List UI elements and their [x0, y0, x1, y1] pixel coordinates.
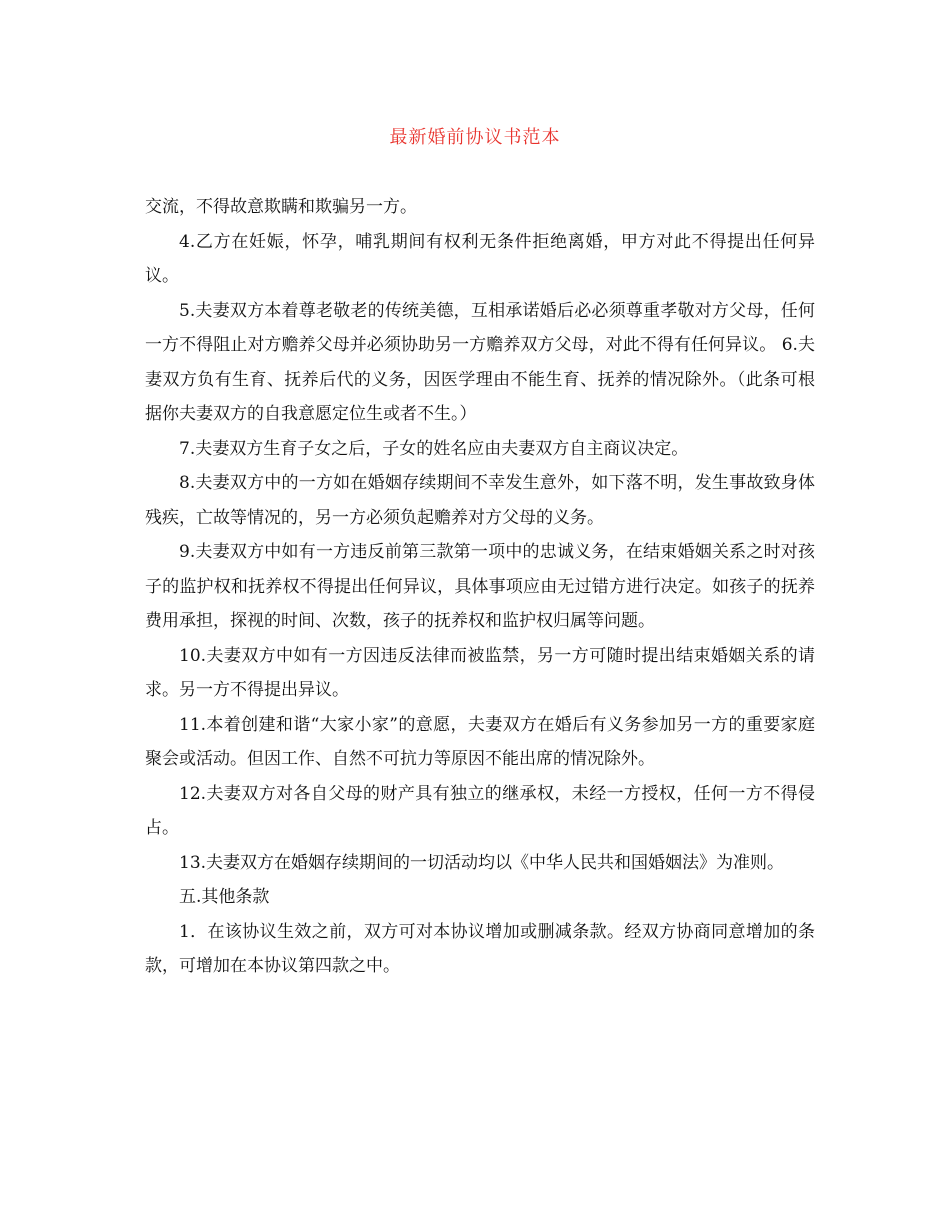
- paragraph: 7.夫妻双方生育子女之后，子女的姓名应由夫妻双方自主商议决定。: [179, 438, 689, 459]
- paragraph: 13.夫妻双方在婚姻存续期间的一切活动均以《中华人民共和国婚姻法》为准则。: [179, 852, 785, 873]
- paragraph: 9.夫妻双方中如有一方违反前第三款第一项中的忠诚义务，在结束婚姻关系之时对孩子的监护权和抚养权不得提出任何异议，具体事项应由无过错方进行决定。如孩子的抚养费用承担，探视的时间、次数，孩子的抚养权和监护权归属等问题。: [145, 542, 815, 631]
- document-body: [145, 190, 815, 984]
- section-heading: 五.其他条款: [179, 887, 270, 907]
- paragraph: 1．在该协议生效之前，双方可对本协议增加或删减条款。经双方协商同意增加的条款，可增加在本协议第四款之中。: [145, 921, 815, 976]
- document-title: 最新婚前协议书范本: [389, 127, 561, 148]
- paragraph: 11.本着创建和谐“大家小家”的意愿，夫妻双方在婚后有义务参加另一方的重要家庭聚会或活动。但因工作、自然不可抗力等原因不能出席的情况除外。: [145, 714, 815, 769]
- paragraph: 交流，不得故意欺瞒和欺骗另一方。: [145, 197, 417, 217]
- paragraph: 10.夫妻双方中如有一方因违反法律而被监禁，另一方可随时提出结束婚姻关系的请求。另一方不得提出异议。: [145, 645, 815, 700]
- paragraph: 5.夫妻双方本着尊老敬老的传统美德，互相承诺婚后必必须尊重孝敬对方父母，任何一方不得阻止对方赡养父母并必须协助另一方赡养双方父母，对此不得有任何异议。 6.夫妻双方负有生育、抚养后代的义务，因医学理由不能生育、抚养的情况除外。（此条可根据你夫妻双方的自我意愿定位生或者不生。）: [145, 300, 815, 424]
- paragraph: 8.夫妻双方中的一方如在婚姻存续期间不幸发生意外，如下落不明，发生事故致身体残疾，亡故等情况的，另一方必须负起赡养对方父母的义务。: [145, 473, 815, 528]
- paragraph: 12.夫妻双方对各自父母的财产具有独立的继承权，未经一方授权，任何一方不得侵占。: [145, 783, 815, 838]
- paragraph: 4.乙方在妊娠，怀孕，哺乳期间有权利无条件拒绝离婚，甲方对此不得提出任何异议。: [145, 231, 815, 286]
